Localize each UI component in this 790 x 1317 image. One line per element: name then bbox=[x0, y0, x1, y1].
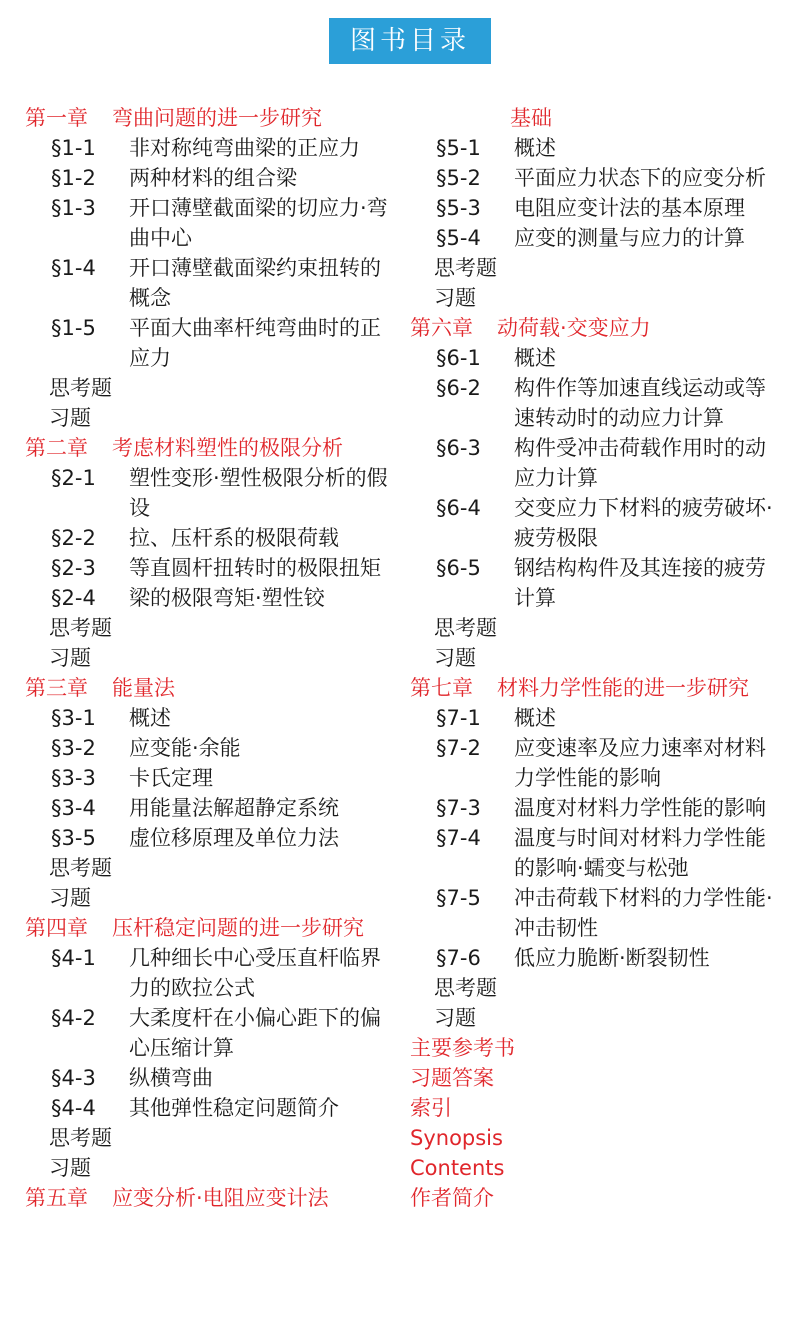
chapter-number: 第七章 bbox=[410, 676, 473, 700]
toc-section bbox=[410, 943, 780, 973]
section-title: 拉、压杆系的极限荷载 bbox=[129, 526, 339, 550]
chapter-number: 第五章 bbox=[25, 1186, 88, 1210]
chapter-title: 压杆稳定问题的进一步研究 bbox=[112, 916, 364, 940]
section-title: 开口薄壁截面梁约束扭转的概念 bbox=[129, 256, 381, 310]
toc-right-column bbox=[410, 103, 780, 1213]
section-number: §7-1 bbox=[436, 706, 481, 730]
section-number: §6-5 bbox=[436, 556, 481, 580]
toc-section bbox=[25, 523, 395, 553]
section-number: §2-3 bbox=[51, 556, 96, 580]
section-number: §6-3 bbox=[436, 436, 481, 460]
section-number: §6-2 bbox=[436, 376, 481, 400]
section-title: 其他弹性稳定问题简介 bbox=[129, 1096, 339, 1120]
toc-section bbox=[410, 373, 780, 433]
toc-backmatter: Synopsis bbox=[410, 1126, 503, 1150]
toc-section bbox=[410, 793, 780, 823]
toc-section bbox=[25, 133, 395, 163]
toc-misc: 思考题 bbox=[49, 616, 112, 640]
toc-section bbox=[410, 163, 780, 193]
section-title: 低应力脆断·断裂韧性 bbox=[514, 946, 710, 970]
section-number: §7-4 bbox=[436, 826, 481, 850]
chapter-number: 第三章 bbox=[25, 676, 88, 700]
chapter-title: 动荷载·交变应力 bbox=[497, 316, 651, 340]
section-number: §5-4 bbox=[436, 226, 481, 250]
toc-backmatter: 索引 bbox=[410, 1096, 452, 1120]
toc-chapter bbox=[25, 1183, 395, 1213]
section-number: §1-3 bbox=[51, 196, 96, 220]
toc-section bbox=[410, 193, 780, 223]
chapter-title: 材料力学性能的进一步研究 bbox=[497, 676, 749, 700]
toc-chapter bbox=[410, 673, 780, 703]
section-title: 钢结构构件及其连接的疲劳计算 bbox=[514, 556, 766, 610]
section-title: 平面大曲率杆纯弯曲时的正应力 bbox=[129, 316, 381, 370]
toc-misc: 思考题 bbox=[434, 256, 497, 280]
chapter-title: 弯曲问题的进一步研究 bbox=[112, 106, 322, 130]
toc-chapter bbox=[25, 433, 395, 463]
toc-title-badge: 图书目录 bbox=[329, 18, 491, 64]
toc-misc: 习题 bbox=[434, 1006, 476, 1030]
section-number: §6-4 bbox=[436, 496, 481, 520]
toc-backmatter: Contents bbox=[410, 1156, 505, 1180]
section-title: 概述 bbox=[514, 136, 556, 160]
toc-section bbox=[410, 133, 780, 163]
toc-section bbox=[410, 823, 780, 883]
toc-section bbox=[25, 1003, 395, 1063]
toc-section bbox=[25, 253, 395, 313]
section-number: §7-2 bbox=[436, 736, 481, 760]
chapter-number: 第四章 bbox=[25, 916, 88, 940]
section-title: 大柔度杆在小偏心距下的偏心压缩计算 bbox=[129, 1006, 381, 1060]
section-number: §7-3 bbox=[436, 796, 481, 820]
section-title: 纵横弯曲 bbox=[129, 1066, 213, 1090]
section-number: §1-5 bbox=[51, 316, 96, 340]
toc-misc: 习题 bbox=[434, 286, 476, 310]
section-number: §5-2 bbox=[436, 166, 481, 190]
section-title: 应变能·余能 bbox=[129, 736, 241, 760]
toc-misc: 思考题 bbox=[49, 856, 112, 880]
section-title: 平面应力状态下的应变分析 bbox=[514, 166, 766, 190]
section-title: 几种细长中心受压直杆临界力的欧拉公式 bbox=[129, 946, 381, 1000]
toc-section bbox=[410, 493, 780, 553]
toc-section bbox=[25, 793, 395, 823]
section-number: §4-3 bbox=[51, 1066, 96, 1090]
section-number: §4-4 bbox=[51, 1096, 96, 1120]
toc-cont: 基础 bbox=[510, 106, 552, 130]
toc-chapter bbox=[25, 673, 395, 703]
toc-section bbox=[25, 193, 395, 253]
toc-section bbox=[410, 433, 780, 493]
toc-backmatter: 主要参考书 bbox=[410, 1036, 515, 1060]
section-title: 梁的极限弯矩·塑性铰 bbox=[129, 586, 325, 610]
section-number: §2-4 bbox=[51, 586, 96, 610]
toc-section bbox=[410, 553, 780, 613]
section-title: 开口薄壁截面梁的切应力·弯曲中心 bbox=[129, 196, 388, 250]
toc-misc: 习题 bbox=[49, 886, 91, 910]
section-title: 非对称纯弯曲梁的正应力 bbox=[129, 136, 360, 160]
section-title: 构件作等加速直线运动或等速转动时的动应力计算 bbox=[514, 376, 766, 430]
toc-chapter bbox=[25, 913, 395, 943]
toc-section bbox=[25, 943, 395, 1003]
section-number: §5-3 bbox=[436, 196, 481, 220]
section-number: §4-2 bbox=[51, 1006, 96, 1030]
toc-section bbox=[25, 703, 395, 733]
chapter-number: 第一章 bbox=[25, 106, 88, 130]
chapter-title: 考虑材料塑性的极限分析 bbox=[112, 436, 343, 460]
toc-section bbox=[410, 703, 780, 733]
toc-misc: 习题 bbox=[49, 1156, 91, 1180]
section-number: §2-2 bbox=[51, 526, 96, 550]
section-title: 温度对材料力学性能的影响 bbox=[514, 796, 766, 820]
toc-misc: 习题 bbox=[49, 406, 91, 430]
section-title: 两种材料的组合梁 bbox=[129, 166, 297, 190]
toc-section bbox=[25, 1093, 395, 1123]
toc-section bbox=[25, 553, 395, 583]
toc-misc: 思考题 bbox=[434, 616, 497, 640]
section-title: 概述 bbox=[129, 706, 171, 730]
section-title: 构件受冲击荷载作用时的动应力计算 bbox=[514, 436, 766, 490]
toc-section bbox=[25, 583, 395, 613]
toc-misc: 习题 bbox=[49, 646, 91, 670]
toc-section bbox=[410, 343, 780, 373]
section-title: 虚位移原理及单位力法 bbox=[129, 826, 339, 850]
section-title: 应变的测量与应力的计算 bbox=[514, 226, 745, 250]
toc-chapter bbox=[25, 103, 395, 133]
toc-section bbox=[410, 883, 780, 943]
toc-chapter bbox=[410, 313, 780, 343]
section-number: §1-1 bbox=[51, 136, 96, 160]
toc-misc: 思考题 bbox=[49, 376, 112, 400]
toc-section bbox=[25, 763, 395, 793]
toc-misc: 思考题 bbox=[434, 976, 497, 1000]
section-number: §1-2 bbox=[51, 166, 96, 190]
section-number: §3-1 bbox=[51, 706, 96, 730]
section-number: §7-5 bbox=[436, 886, 481, 910]
toc-backmatter: 作者简介 bbox=[410, 1186, 494, 1210]
toc-section bbox=[25, 733, 395, 763]
section-number: §7-6 bbox=[436, 946, 481, 970]
section-title: 电阻应变计法的基本原理 bbox=[514, 196, 745, 220]
toc-section bbox=[25, 163, 395, 193]
section-title: 温度与时间对材料力学性能的影响·蠕变与松弛 bbox=[514, 826, 766, 880]
section-number: §1-4 bbox=[51, 256, 96, 280]
toc-backmatter: 习题答案 bbox=[410, 1066, 494, 1090]
toc-section bbox=[410, 223, 780, 253]
toc-section bbox=[25, 463, 395, 523]
chapter-number: 第六章 bbox=[410, 316, 473, 340]
section-title: 塑性变形·塑性极限分析的假设 bbox=[129, 466, 388, 520]
chapter-title: 应变分析·电阻应变计法 bbox=[112, 1186, 329, 1210]
section-title: 概述 bbox=[514, 706, 556, 730]
section-title: 等直圆杆扭转时的极限扭矩 bbox=[129, 556, 381, 580]
section-number: §5-1 bbox=[436, 136, 481, 160]
toc-section bbox=[25, 823, 395, 853]
toc-section bbox=[410, 733, 780, 793]
section-number: §2-1 bbox=[51, 466, 96, 490]
section-number: §4-1 bbox=[51, 946, 96, 970]
toc-misc: 思考题 bbox=[49, 1126, 112, 1150]
chapter-number: 第二章 bbox=[25, 436, 88, 460]
section-number: §3-5 bbox=[51, 826, 96, 850]
section-number: §6-1 bbox=[436, 346, 481, 370]
section-number: §3-3 bbox=[51, 766, 96, 790]
toc-left-column bbox=[25, 103, 395, 1213]
section-title: 概述 bbox=[514, 346, 556, 370]
section-title: 交变应力下材料的疲劳破坏·疲劳极限 bbox=[514, 496, 773, 550]
section-title: 用能量法解超静定系统 bbox=[129, 796, 339, 820]
section-number: §3-2 bbox=[51, 736, 96, 760]
toc-misc: 习题 bbox=[434, 646, 476, 670]
chapter-title: 能量法 bbox=[112, 676, 175, 700]
section-title: 应变速率及应力速率对材料力学性能的影响 bbox=[514, 736, 766, 790]
section-number: §3-4 bbox=[51, 796, 96, 820]
section-title: 卡氏定理 bbox=[129, 766, 213, 790]
section-title: 冲击荷载下材料的力学性能·冲击韧性 bbox=[514, 886, 773, 940]
toc-section bbox=[25, 313, 395, 373]
toc-section bbox=[25, 1063, 395, 1093]
